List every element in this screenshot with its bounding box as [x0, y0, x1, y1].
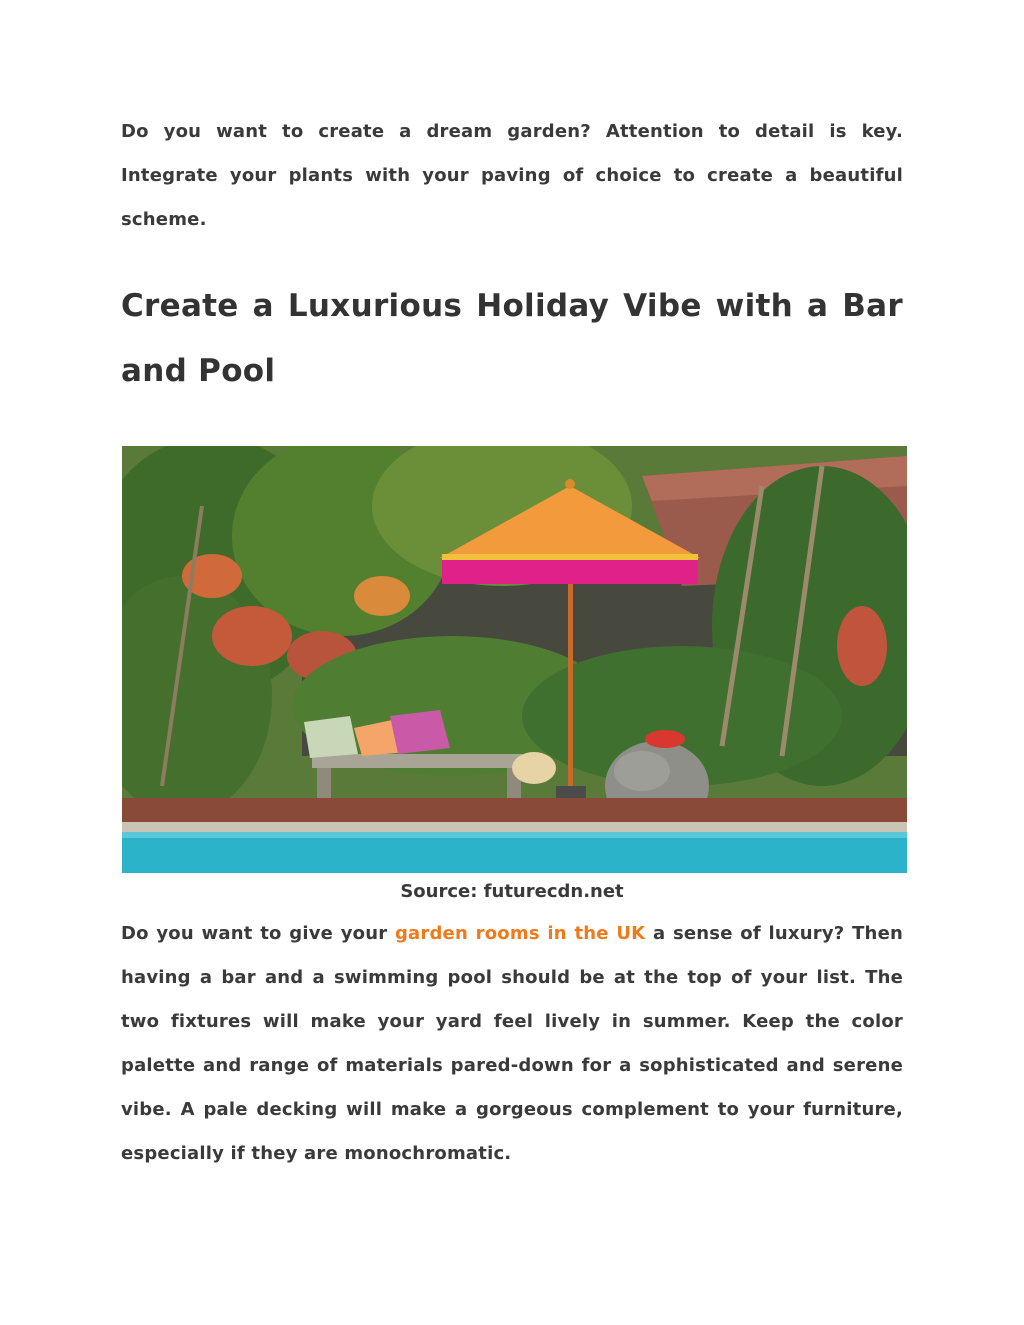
parasol-pole [568, 584, 573, 799]
body-text-before-link: Do you want to give your [121, 923, 395, 944]
image-caption: Source: futurecdn.net [400, 881, 624, 902]
body-paragraph [121, 912, 903, 1176]
garden-pool-photo [122, 446, 907, 873]
bench [312, 754, 522, 768]
section-heading: Create a Luxurious Holiday Vibe with a Bar and Pool [121, 288, 903, 389]
body-text-after-link: a sense of luxury? Then having a bar and a swimming pool should be at the top of your list. The two fixtures will make your yard feel lively in summer. Keep the color palette and range of materials pared-down for a sophisticated and serene vibe. A pale decking will make a gorgeous complement to your furniture, especially if they are monochromatic. [121, 923, 903, 1164]
garden-rooms-link[interactable]: garden rooms in the UK [394, 923, 646, 944]
pool-water [122, 832, 907, 873]
intro-paragraph: Do you want to create a dream garden? Attention to detail is key. Integrate your plants with your paving of choice to create a beautiful scheme. [121, 121, 903, 230]
